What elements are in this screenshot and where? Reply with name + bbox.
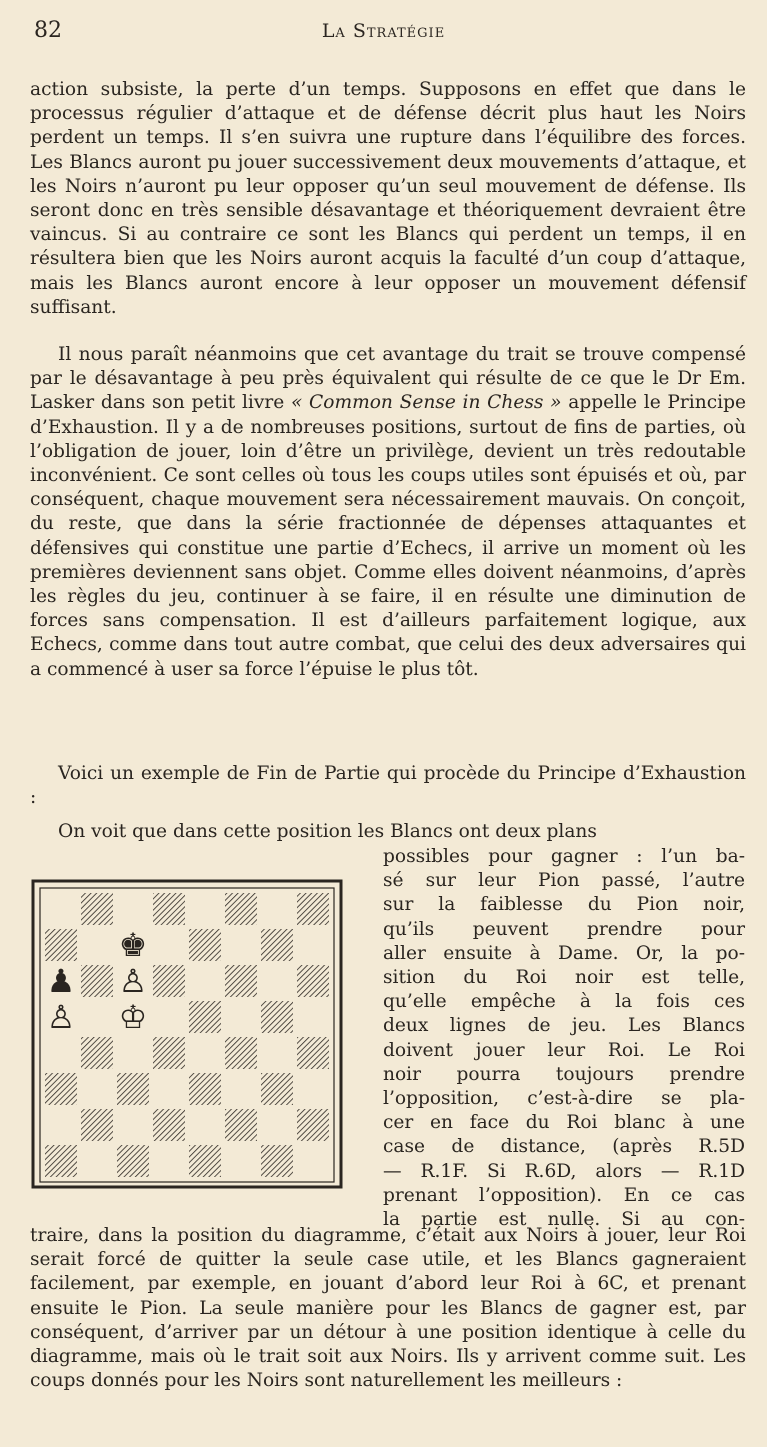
dark-square (81, 965, 113, 997)
dark-square (81, 1109, 113, 1141)
paragraph-2 (30, 343, 746, 682)
wrapped-line: prenant l’opposition). En ce cas (383, 1184, 745, 1206)
dark-square (153, 893, 185, 925)
white-pawn-icon: ♙ (118, 962, 148, 1000)
wrapped-line: case de distance, (après R.5D (383, 1136, 745, 1158)
chess-diagram (31, 879, 343, 1189)
paragraph-2-text-b: appelle le Principe d’Exhaustion. Il y a de nombreuses positions, surtout de fins de parties, où l’obligation de jouer, loin d’être un privilège, devient un très redoutable inconvénient. Ce sont celles où tous les coups utiles sont épuisés et où, par conséquent, chaque mouvement sera nécessairement mauvais. On conçoit, du reste, que dans la série fractionnée de dépenses attaquantes et défensives qui constitue une partie d’Echecs, il arrive un moment où les premières deviennent sans objet. Comme elles doivent néanmoins, d’après les règles du jeu, continuer à se faire, il en résulte une diminution de forces sans compensation. Il est d’ailleurs parfaitement logique, aux Echecs, comme dans tout autre combat, que celui des deux adversaires qui a commencé à user sa force l’épuise le plus tôt. (30, 392, 746, 680)
paragraph-4-wrapped-column (383, 845, 745, 1232)
dark-square (81, 893, 113, 925)
wrapped-line: aller ensuite à Dame. Or, la po- (383, 942, 745, 964)
dark-square (297, 1109, 329, 1141)
dark-square (297, 893, 329, 925)
dark-square (117, 1145, 149, 1177)
dark-square (45, 1073, 77, 1105)
wrapped-line: sé sur leur Pion passé, l’autre (383, 870, 745, 892)
dark-square (81, 1037, 113, 1069)
wrapped-line: sition du Roi noir est telle, (383, 967, 745, 989)
dark-square (261, 1001, 293, 1033)
dark-square (225, 1109, 257, 1141)
dark-square (189, 1001, 221, 1033)
wrapped-line: noir pourra toujours prendre (383, 1063, 745, 1085)
dark-square (153, 1109, 185, 1141)
paragraph-3-text: Voici un exemple de Fin de Partie qui procède du Principe d’Exhaustion : (30, 763, 746, 809)
page-header (0, 14, 767, 46)
book-title: « Common Sense in Chess » (290, 392, 562, 414)
paragraph-2-text-a: Il nous paraît néanmoins que cet avantage du trait se trouve compensé par le désavantage à peu près équivalent qui résulte de ce que le Dr Em. Lasker dans son petit livre (30, 344, 746, 414)
dark-square (45, 929, 77, 961)
dark-square (189, 929, 221, 961)
dark-square (261, 1145, 293, 1177)
paragraph-4-first-line-text: On voit que dans cette position les Blancs ont deux plans (58, 821, 597, 842)
wrapped-line: qu’ils peuvent prendre pour (383, 918, 745, 940)
wrapped-line: qu’elle empêche à la fois ces (383, 991, 745, 1013)
page-number: 82 (34, 18, 62, 43)
dark-square (297, 1037, 329, 1069)
paragraph-3 (30, 762, 746, 810)
paragraph-4-first-line (30, 820, 746, 844)
dark-square (225, 965, 257, 997)
dark-square (297, 965, 329, 997)
dark-square (225, 893, 257, 925)
paragraph-1-text: action subsiste, la perte d’un temps. Supposons en effet que dans le processus régulier d’attaque et de défense décrit plus haut les Noirs perdent un temps. Il s’en suivra une rupture dans l’équilibre des forces. Les Blancs auront pu jouer successivement deux mouvements d’attaque, et les Noirs n’auront pu leur opposer qu’un seul mouvement de défense. Ils seront donc en très sensible désavantage et théoriquement devraient être vaincus. Si au contraire ce sont les Blancs qui perdent un temps, il en résultera bien que les Noirs auront acquis la faculté d’un coup d’attaque, mais les Blancs auront encore à leur opposer un mouvement défensif suffisant. (30, 79, 746, 318)
chess-board (31, 879, 343, 1189)
paragraph-1 (30, 78, 746, 320)
wrapped-line: deux lignes de jeu. Les Blancs (383, 1015, 745, 1037)
white-king-icon: ♔ (118, 998, 148, 1036)
dark-square (189, 1073, 221, 1105)
dark-square (261, 1073, 293, 1105)
dark-square (189, 1145, 221, 1177)
running-title: La Stratégie (321, 20, 446, 42)
wrapped-line: l’opposition, c’est-à-dire se pla- (383, 1088, 745, 1110)
dark-square (261, 929, 293, 961)
wrapped-line: sur la faiblesse du Pion noir, (383, 894, 745, 916)
black-pawn-icon: ♟ (46, 962, 76, 1000)
paragraph-4-rest (30, 1224, 746, 1393)
wrapped-line: possibles pour gagner : l’un ba- (383, 846, 745, 867)
wrapped-line: la partie est nulle. Si au con- (383, 1209, 745, 1231)
wrapped-line: — R.1F. Si R.6D, alors — R.1D (383, 1160, 745, 1182)
dark-square (225, 1037, 257, 1069)
wrapped-line: doivent jouer leur Roi. Le Roi (383, 1039, 745, 1061)
dark-square (45, 1145, 77, 1177)
wrapped-line: cer en face du Roi blanc à une (383, 1112, 745, 1134)
dark-square (153, 1037, 185, 1069)
white-pawn-a5-icon: ♙ (46, 998, 76, 1036)
paragraph-4-rest-text: traire, dans la position du diagramme, c’était aux Noirs à jouer, leur Roi serait forcé de quitter la seule case utile, et les Blancs gagneraient facilement, par exemple, en jouant d’abord leur Roi à 6C, et prenant ensuite le Pion. La seule manière pour les Blancs de gagner est, par conséquent, d’arriver par un détour à une position identique à celle du diagramme, mais où le trait soit aux Noirs. Ils y arrivent comme suit. Les coups donnés pour les Noirs sont naturellement les meilleurs : (30, 1225, 746, 1392)
dark-square (117, 1073, 149, 1105)
dark-square (153, 965, 185, 997)
black-king-icon: ♚ (118, 926, 148, 964)
